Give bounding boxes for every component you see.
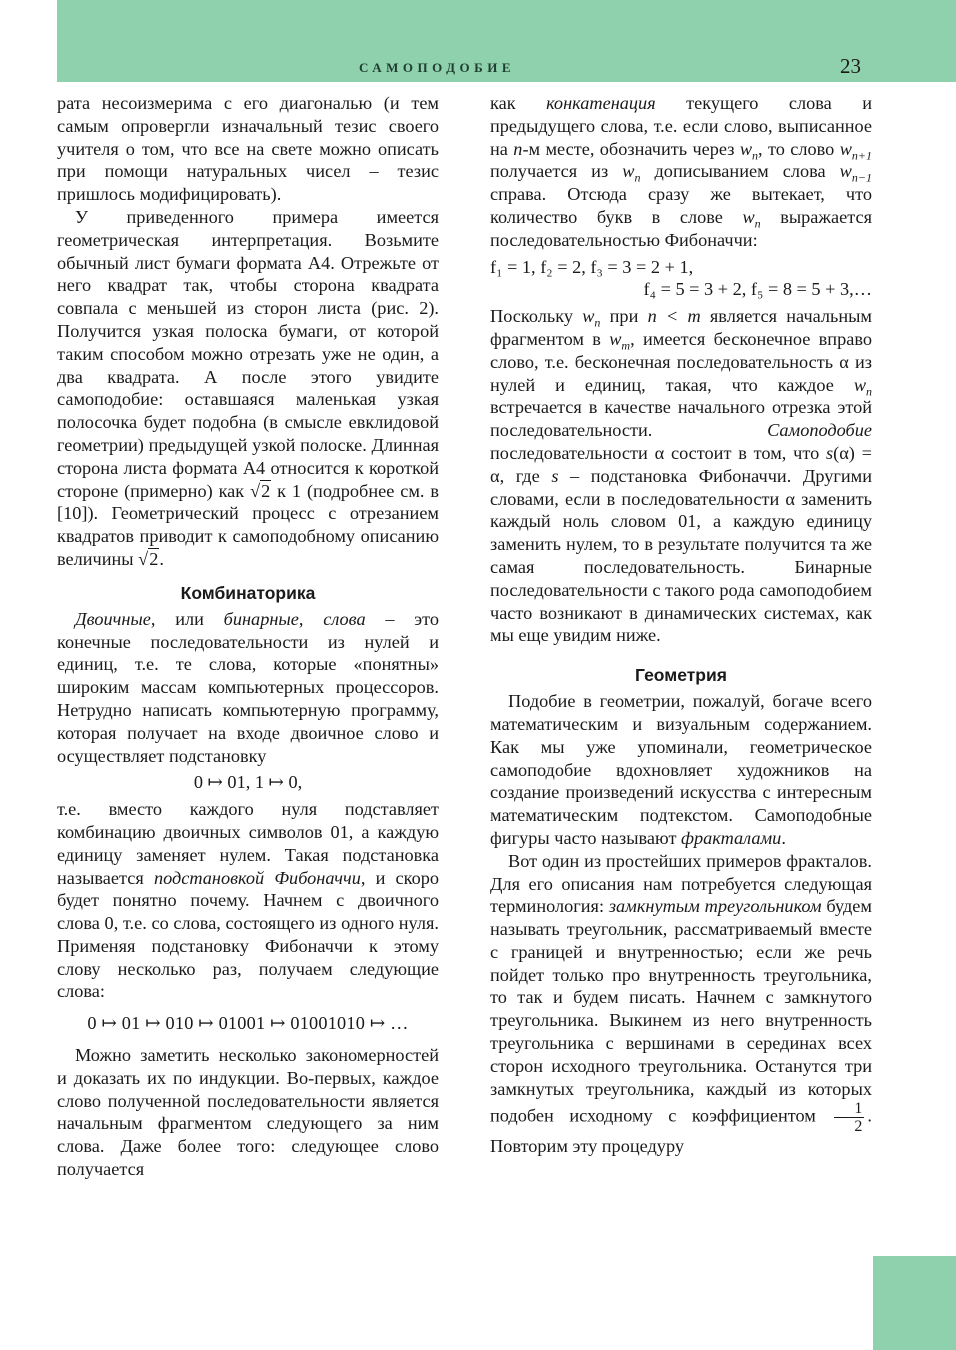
term: конкатенация xyxy=(546,93,656,113)
variable: s xyxy=(551,465,559,486)
text: как xyxy=(490,93,516,113)
variable: w xyxy=(609,328,622,349)
text: – подстановка Фибоначчи. Другими словами, если в последовательности α заменить каждый ноль словом 01, а каждую единицу заменить нулем, то в результате получится та же самая последовательность. Бинарные последовательности с такого рода самоподобием часто возникают в динамических системах, как мы еще увидим ниже. xyxy=(490,465,872,646)
term: фракталами xyxy=(681,827,782,848)
text: Поскольку xyxy=(490,306,573,327)
variable: n xyxy=(513,138,523,159)
variable: w xyxy=(742,206,755,227)
subscript: n−1 xyxy=(851,171,872,186)
text: дописыванием слова xyxy=(654,161,826,182)
fibonacci-formula-line-2: f₄ = 5 = 3 + 2, f₅ = 8 = 5 + 3,… xyxy=(643,279,872,300)
text: встречается в качестве начального отрезка этой последовательности. xyxy=(490,397,872,441)
fraction-one-half: $\frac{1}{2}$ xyxy=(834,1100,864,1135)
text: – это конечные последовательности из нулей и единиц, т.е. те слова, которые «понятны» широким массам компьютерных процессоров. Нетрудно написать компьютерную программу, которая получает на входе двоичное слово и осуществляет подстановку xyxy=(57,608,440,766)
text: У приведенного примера имеется геометрическая интерпретация. Возьмите обычный лист бумаги формата А4. Отрежьте от него квадрат так, чтобы сторона квадрата совпала с меньшей из сторон листа (рис. 2). Получится узкая полоска бумаги, от которой таким способом можно отрезать уже не один, а два квадрата. А после этого увидите самоподобие: оставшаяся маленькая узкая полосочка будет подобна (в смысле евклидовой геометрии) предыдущей узкой полоске. Длинная сторона листа формата А4 относится к короткой стороне (примерно) как xyxy=(57,206,439,501)
term: замкнутым треугольником xyxy=(608,896,822,917)
term: подстановкой Фибоначчи xyxy=(153,867,361,888)
variable: w xyxy=(739,138,753,159)
term: Двоичные xyxy=(75,608,151,629)
text: получается из xyxy=(490,161,609,182)
variable: w xyxy=(582,306,595,327)
left-column xyxy=(57,92,439,1181)
paragraph xyxy=(490,92,872,252)
subscript: n xyxy=(754,216,761,231)
paragraph xyxy=(57,798,439,1003)
variable: s xyxy=(826,442,834,463)
paragraph xyxy=(490,850,872,1159)
text: последовательности α состоит в том, что xyxy=(490,442,820,463)
term: бинарные xyxy=(223,608,299,629)
text: , то слово xyxy=(758,138,835,159)
running-head: САМОПОДОБИЕ xyxy=(358,60,516,75)
text: справа. Отсюда сразу же вытекает, что количество букв в слове xyxy=(490,184,872,227)
text: (α) = α, где xyxy=(490,442,872,486)
variable: w xyxy=(853,374,867,395)
text: , или xyxy=(150,608,204,629)
text: , xyxy=(298,608,304,629)
condition: n < m xyxy=(647,306,701,327)
sqrt-2: √2 xyxy=(138,548,159,569)
word-sequence: 0 ↦ 01 ↦ 010 ↦ 01001 ↦ 01001010 ↦ … xyxy=(87,1013,409,1034)
section-heading-geometry: Геометрия xyxy=(635,665,727,686)
variable: w xyxy=(839,161,852,182)
text: . xyxy=(159,548,164,569)
fibonacci-formula-line-1: f₁ = 1, f₂ = 2, f₃ = 3 = 2 + 1, xyxy=(490,256,694,277)
subscript: n xyxy=(866,384,873,399)
paragraph xyxy=(490,690,872,850)
variable: w xyxy=(839,138,852,159)
text: Вот один из простейших примеров фракталов. Для его описания нам потребуется следующая терминология: xyxy=(490,850,872,917)
subscript: n xyxy=(594,315,601,330)
text: к 1 (подробнее см. в [10]). Геометрический процесс с отрезанием квадратов приводит к самоподобному описанию величины xyxy=(57,480,439,569)
term: Самоподобие xyxy=(767,420,872,441)
page-number: 23 xyxy=(840,54,861,78)
text: выражается последовательностью Фибоначчи: xyxy=(490,206,872,250)
substitution-formula: 0 ↦ 01, 1 ↦ 0, xyxy=(193,772,303,793)
term: слова xyxy=(323,608,366,629)
subscript: n xyxy=(634,171,641,186)
section-heading-combinatorics: Комбинаторика xyxy=(180,582,316,603)
text: , имеется бесконечное вправо слово, т.е. бесконечная последовательность α из нулей и единиц, такая, что каждое xyxy=(490,328,872,395)
text: при xyxy=(609,306,639,327)
subscript: m xyxy=(621,338,631,353)
paragraph xyxy=(57,608,439,768)
paragraph: рата несоизмерима с его диагональю (и тем самым опровергли изначальный тезис своего учителя о том, что все на свете можно описать при помощи натуральных чисел – тезис пришлось модифицировать). xyxy=(57,93,439,205)
text: Подобие в геометрии, пожалуй, богаче всего математическим и визуальным содержанием. Как мы уже упоминали, геометрическое самоподобие вдохновляет художников на создание произведений искусства с интересным математическим подтекстом. Самоподобные фигуры часто называют xyxy=(490,691,872,848)
text: , и скоро будет понятно почему. Начнем с двоичного слова 0, т.е. со слова, состоящего из одного нуля. Применяя подстановку Фибоначчи к этому слову несколько раз, получаем следующие слова: xyxy=(57,867,440,1002)
text: текущего слова и предыдущего слова, т.е. если слово, выписанное на xyxy=(490,93,872,159)
text: т.е. вместо каждого нуля подставляет комбинацию двоичных символов 01, а каждую единицу заменяет нулем. Такая подстановка называется xyxy=(57,799,439,888)
text: является начальным фрагментом в xyxy=(490,306,873,349)
subscript: n+1 xyxy=(851,148,872,163)
text: -м месте, обозначить через xyxy=(522,138,735,159)
text: будем называть треугольник, рассматриваемый вместе с границей и внутренностью; если же речь пойдет только про внутренность треугольника, то так и будем писать. Начнем с замкнутого треугольника. Выкинем из него внутренность треугольника с вершинами в серединах всех сторон исходного треугольника. Останутся три замкнутых треугольника, каждый из которых подобен исходному с коэффициентом xyxy=(490,896,872,1127)
text: . xyxy=(781,827,786,848)
right-column xyxy=(490,92,872,1158)
paragraph xyxy=(57,206,439,571)
paragraph: Можно заметить несколько закономерностей и доказать их по индукции. Во-первых, каждое слово полученной последовательности является начальным фрагментом следующего за ним слова. Даже более того: следующее слово получается xyxy=(57,1045,439,1180)
variable: w xyxy=(622,161,635,182)
paragraph xyxy=(490,305,872,647)
sqrt-2: √2 xyxy=(250,480,271,501)
text: . Повторим эту процедуру xyxy=(490,1106,872,1157)
side-tab xyxy=(873,1256,956,1350)
subscript: n xyxy=(752,148,759,163)
